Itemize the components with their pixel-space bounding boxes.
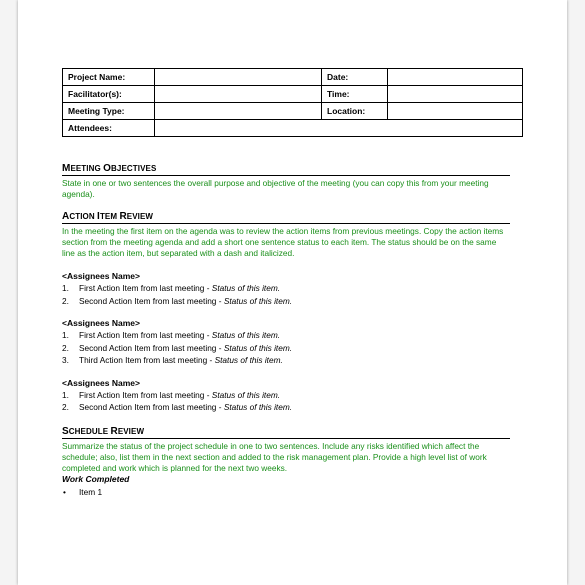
meeting-type-field[interactable]: [155, 103, 322, 120]
meeting-objectives-text: State in one or two sentences the overall purpose and objective of the meeting (you can copy this from your meeting agenda).: [62, 178, 489, 199]
attendees-label: Attendees:: [63, 120, 155, 137]
meeting-objectives-heading: MEETING OBJECTIVES: [62, 163, 510, 176]
date-field[interactable]: [388, 69, 523, 86]
meeting-type-label: Meeting Type:: [63, 103, 155, 120]
table-row: [63, 120, 523, 137]
facilitator-field[interactable]: [155, 86, 322, 103]
schedule-review-text: Summarize the status of the project schedule in one to two sentences. Include any risks identified which affect the schedule; also, list them in the next section and added to the risk management plan. Provide a high level list of work completed and work which is planned for the next two weeks.: [62, 440, 487, 473]
time-label: Time:: [322, 86, 388, 103]
assignee-name: <Assignees Name>: [62, 377, 140, 388]
list-item: 1. First Action Item from last meeting - Status of this item.: [62, 389, 281, 400]
work-completed-list: [62, 486, 522, 498]
action-item-list: [62, 389, 522, 414]
list-item: 1. First Action Item from last meeting - Status of this item.: [62, 330, 281, 340]
attendees-field[interactable]: [155, 120, 523, 137]
page-content: [62, 68, 522, 498]
list-item: • Item 1: [63, 486, 103, 497]
meeting-info-table: [62, 68, 523, 137]
schedule-review-heading: SCHEDULE REVIEW: [62, 426, 510, 439]
location-field[interactable]: [388, 103, 523, 120]
time-field[interactable]: [388, 86, 523, 103]
work-completed-heading: Work Completed: [62, 473, 130, 484]
document-page: [18, 0, 567, 585]
bullet-icon: •: [63, 486, 66, 497]
table-row: [63, 103, 523, 120]
action-item-review-heading: ACTION ITEM REVIEW: [62, 211, 510, 224]
facilitator-label: Facilitator(s):: [63, 86, 155, 103]
assignee-name: <Assignees Name>: [62, 318, 140, 328]
table-row: [63, 69, 523, 86]
location-label: Location:: [322, 103, 388, 120]
list-item: 2. Second Action Item from last meeting - Status of this item.: [62, 402, 293, 412]
table-row: [63, 86, 523, 103]
project-name-field[interactable]: [155, 69, 322, 86]
assignee-name: <Assignees Name>: [62, 271, 140, 281]
project-name-label: Project Name:: [63, 69, 155, 86]
list-item: 3. Third Action Item from last meeting - Status of this item.: [62, 355, 283, 365]
action-item-review-text: In the meeting the first item on the agenda was to review the action items from previous meetings. Copy the action items section from the meeting agenda and add a short one sentence status to each item. The status should be on the same line as the action item, but separated with a dash and italicized.: [62, 226, 504, 258]
action-item-list: [62, 329, 522, 367]
list-item: 2. Second Action Item from last meeting - Status of this item.: [62, 295, 293, 306]
schedule-review-section: [62, 426, 522, 498]
list-item: 1. First Action Item from last meeting - Status of this item.: [62, 283, 281, 293]
list-item: 2. Second Action Item from last meeting - Status of this item.: [62, 342, 293, 353]
action-item-review-section: [62, 211, 522, 414]
meeting-objectives-section: [62, 163, 522, 200]
action-item-list: [62, 282, 522, 307]
date-label: Date:: [322, 69, 388, 86]
